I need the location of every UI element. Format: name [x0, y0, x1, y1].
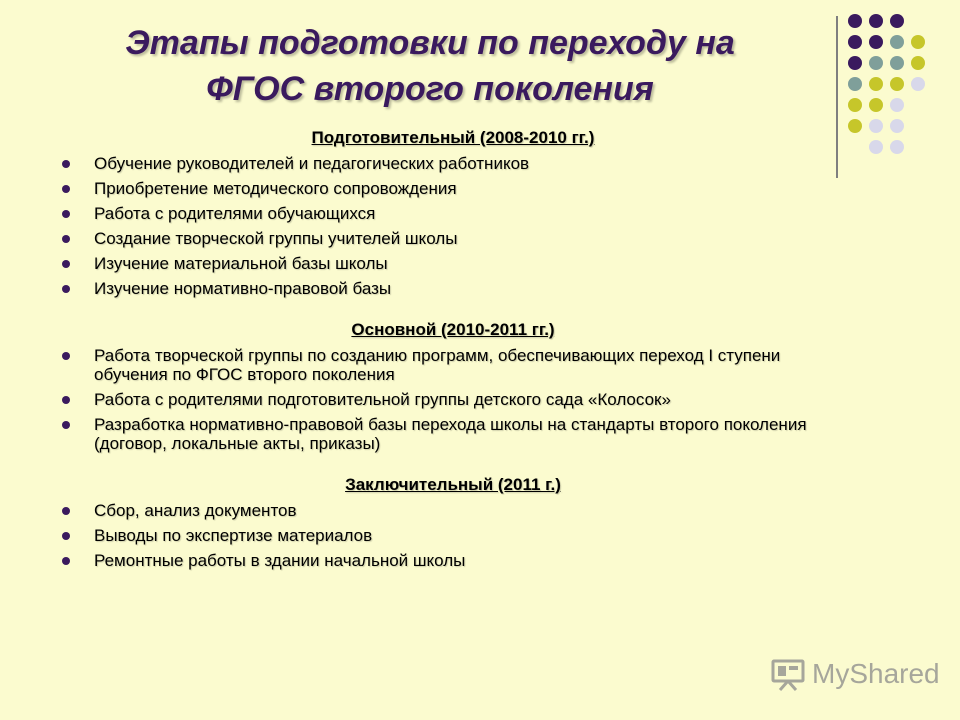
stage-list: [58, 346, 848, 453]
stage-heading: Подготовительный (2008-2010 гг.): [311, 128, 595, 147]
presentation-board-icon: [770, 657, 806, 691]
decorative-dot: [890, 77, 904, 91]
decorative-dot: [869, 77, 883, 91]
decorative-dot: [848, 14, 862, 28]
stage-heading: Основной (2010-2011 гг.): [351, 320, 555, 339]
stage-list: [58, 501, 848, 570]
slide-title-line2: ФГОС второго поколения: [206, 70, 654, 108]
list-item: Изучение нормативно-правовой базы: [58, 279, 848, 298]
stage-section-final: [58, 475, 848, 570]
list-item: Работа с родителями обучающихся: [58, 204, 848, 223]
list-item: Работа творческой группы по созданию программ, обеспечивающих переход I ступени обучения по ФГОС второго поколения: [58, 346, 848, 384]
slide-content: [58, 128, 848, 592]
list-item: Изучение материальной базы школы: [58, 254, 848, 273]
list-item: Разработка нормативно-правовой базы перехода школы на стандарты второго поколения (договор, локальные акты, приказы): [58, 415, 848, 453]
slide-title-line1: Этапы подготовки по переходу на: [125, 24, 735, 62]
decorative-dot: [890, 14, 904, 28]
slide-title: [40, 20, 820, 112]
decorative-dot: [848, 56, 862, 70]
decorative-dot: [869, 98, 883, 112]
stage-section-preparatory: [58, 128, 848, 298]
stage-list: [58, 154, 848, 298]
watermark-logo[interactable]: [770, 656, 940, 692]
stage-heading: Заключительный (2011 г.): [345, 475, 561, 494]
list-item: Создание творческой группы учителей школы: [58, 229, 848, 248]
decorative-dot: [890, 35, 904, 49]
decorative-dot: [869, 14, 883, 28]
list-item: Обучение руководителей и педагогических работников: [58, 154, 848, 173]
decorative-dot-grid: [848, 14, 948, 164]
decorative-dot: [848, 98, 862, 112]
decorative-dot: [848, 119, 862, 133]
list-item: Приобретение методического сопровождения: [58, 179, 848, 198]
list-item: Ремонтные работы в здании начальной школы: [58, 551, 848, 570]
stage-section-main: [58, 320, 848, 453]
decorative-dot: [869, 119, 883, 133]
decorative-dot: [911, 77, 925, 91]
decorative-dot: [890, 56, 904, 70]
watermark-text: MyShared: [812, 658, 940, 689]
list-item: Выводы по экспертизе материалов: [58, 526, 848, 545]
decorative-dot: [911, 56, 925, 70]
decorative-dot: [848, 77, 862, 91]
decorative-dot: [911, 35, 925, 49]
decorative-dot: [869, 140, 883, 154]
decorative-dot: [890, 98, 904, 112]
list-item: Сбор, анализ документов: [58, 501, 848, 520]
decorative-dot: [890, 140, 904, 154]
list-item: Работа с родителями подготовительной группы детского сада «Колосок»: [58, 390, 848, 409]
decorative-dot: [869, 35, 883, 49]
decorative-dot: [869, 56, 883, 70]
decorative-dot: [890, 119, 904, 133]
decorative-dot: [848, 35, 862, 49]
